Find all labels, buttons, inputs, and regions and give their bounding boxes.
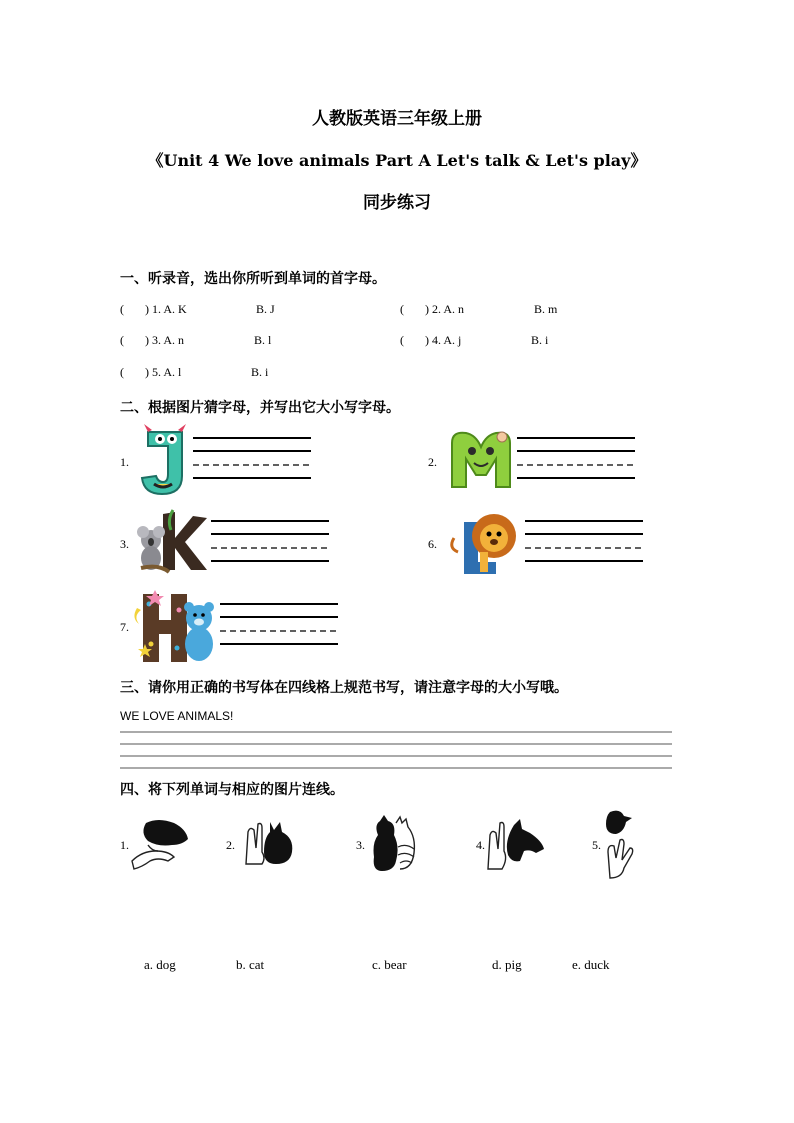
letter-k-koala-icon	[133, 508, 209, 574]
letter-m-monster-icon	[446, 425, 516, 491]
hand-shadow-bear-icon	[370, 813, 420, 873]
letter-j-monster-icon	[136, 424, 190, 496]
word-option: b. cat	[236, 957, 265, 972]
hand-shadow-pig-icon	[128, 815, 192, 871]
section-4-heading: 四、将下列单词与相应的图片连线。	[120, 782, 344, 798]
section-2-heading: 二、根据图片猜字母，并写出它大小写字母。	[120, 400, 400, 416]
four-line-grid	[193, 437, 311, 479]
four-line-writing-grid	[120, 731, 672, 771]
word-option: a. dog	[144, 957, 176, 972]
item-number: 1.	[120, 455, 129, 469]
copy-text: WE LOVE ANIMALS!	[120, 709, 234, 723]
question-1: ( ) 1. A. K B. J	[120, 302, 275, 316]
picture-number: 5.	[592, 838, 601, 852]
picture-number: 4.	[476, 838, 485, 852]
four-line-grid	[525, 520, 643, 562]
hand-shadow-cat-icon	[240, 818, 298, 866]
picture-number: 2.	[226, 838, 235, 852]
question-5: ( ) 5. A. l B. i	[120, 365, 269, 379]
picture-number: 1.	[120, 838, 129, 852]
unit-subtitle: 《Unit 4 We love animals Part A Let's talk & Let's play》	[147, 151, 647, 170]
section-3-heading: 三、请你用正确的书写体在四线格上规范书写，请注意字母的大小写哦。	[120, 680, 568, 696]
question-3: ( ) 3. A. n B. l	[120, 333, 272, 347]
page-title: 人教版英语三年级上册	[312, 109, 482, 129]
item-number: 3.	[120, 537, 129, 551]
practice-label: 同步练习	[363, 193, 431, 213]
four-line-grid	[211, 520, 329, 562]
letter-l-lion-icon	[446, 508, 522, 576]
item-number: 7.	[120, 620, 129, 634]
question-4: ( ) 4. A. j B. i	[400, 333, 549, 347]
item-number: 2.	[428, 455, 437, 469]
hand-shadow-dog-icon	[486, 815, 546, 873]
word-option: d. pig	[492, 957, 522, 972]
question-2: ( ) 2. A. n B. m	[400, 302, 558, 316]
item-number: 6.	[428, 537, 437, 551]
word-option: e. duck	[572, 957, 610, 972]
letter-h-bear-icon	[131, 588, 217, 664]
hand-shadow-duck-icon	[600, 808, 640, 880]
four-line-grid	[220, 603, 338, 645]
section-1-heading: 一、听录音，选出你所听到单词的首字母。	[120, 271, 386, 287]
picture-number: 3.	[356, 838, 365, 852]
four-line-grid	[517, 437, 635, 479]
word-option: c. bear	[372, 957, 407, 972]
